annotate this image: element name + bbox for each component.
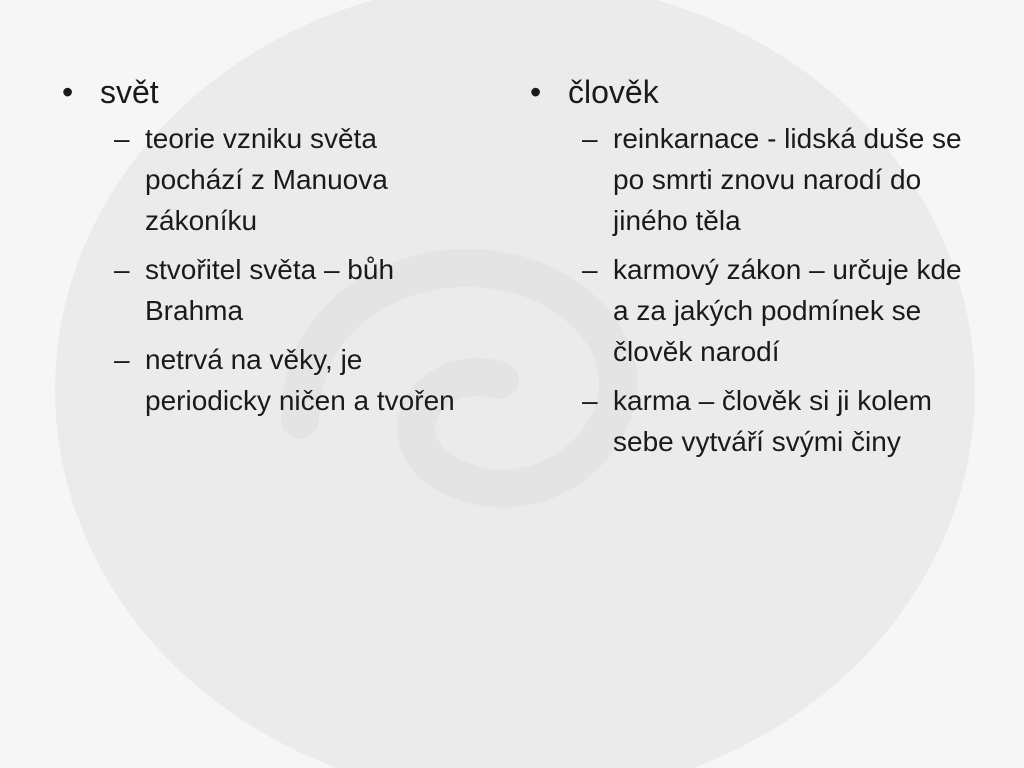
left-column	[62, 68, 462, 429]
list-item-text: teorie vzniku světa pochází z Manuova zákoníku	[145, 123, 388, 236]
left-heading-row	[62, 68, 462, 116]
list-item	[62, 249, 462, 331]
sub-bullet-dash: –	[114, 254, 130, 285]
left-sub-list	[62, 118, 462, 421]
list-item-text: reinkarnace - lidská duše se po smrti znovu narodí do jiného těla	[613, 123, 962, 236]
sub-bullet-dash: –	[114, 344, 130, 375]
list-item-text: karma – člověk si ji kolem sebe vytváří svými činy	[613, 385, 932, 457]
right-heading: člověk	[568, 74, 659, 110]
left-heading: svět	[100, 74, 159, 110]
right-column	[530, 68, 970, 470]
sub-bullet-dash: –	[582, 123, 598, 154]
sub-bullet-dash: –	[582, 385, 598, 416]
right-sub-list	[530, 118, 970, 462]
list-item-text: stvořitel světa – bůh Brahma	[145, 254, 395, 326]
list-item	[62, 118, 462, 241]
list-item	[530, 380, 970, 462]
list-item	[62, 339, 462, 421]
bullet-dot: •	[530, 74, 542, 110]
list-item-text: karmový zákon – určuje kde a za jakých podmínek se člověk narodí	[613, 254, 962, 367]
list-item	[530, 118, 970, 241]
sub-bullet-dash: –	[114, 123, 130, 154]
list-item-text: netrvá na věky, je periodicky ničen a tvořen	[145, 344, 455, 416]
right-heading-row	[530, 68, 970, 116]
sub-bullet-dash: –	[582, 254, 598, 285]
bullet-dot: •	[62, 74, 74, 110]
list-item	[530, 249, 970, 372]
